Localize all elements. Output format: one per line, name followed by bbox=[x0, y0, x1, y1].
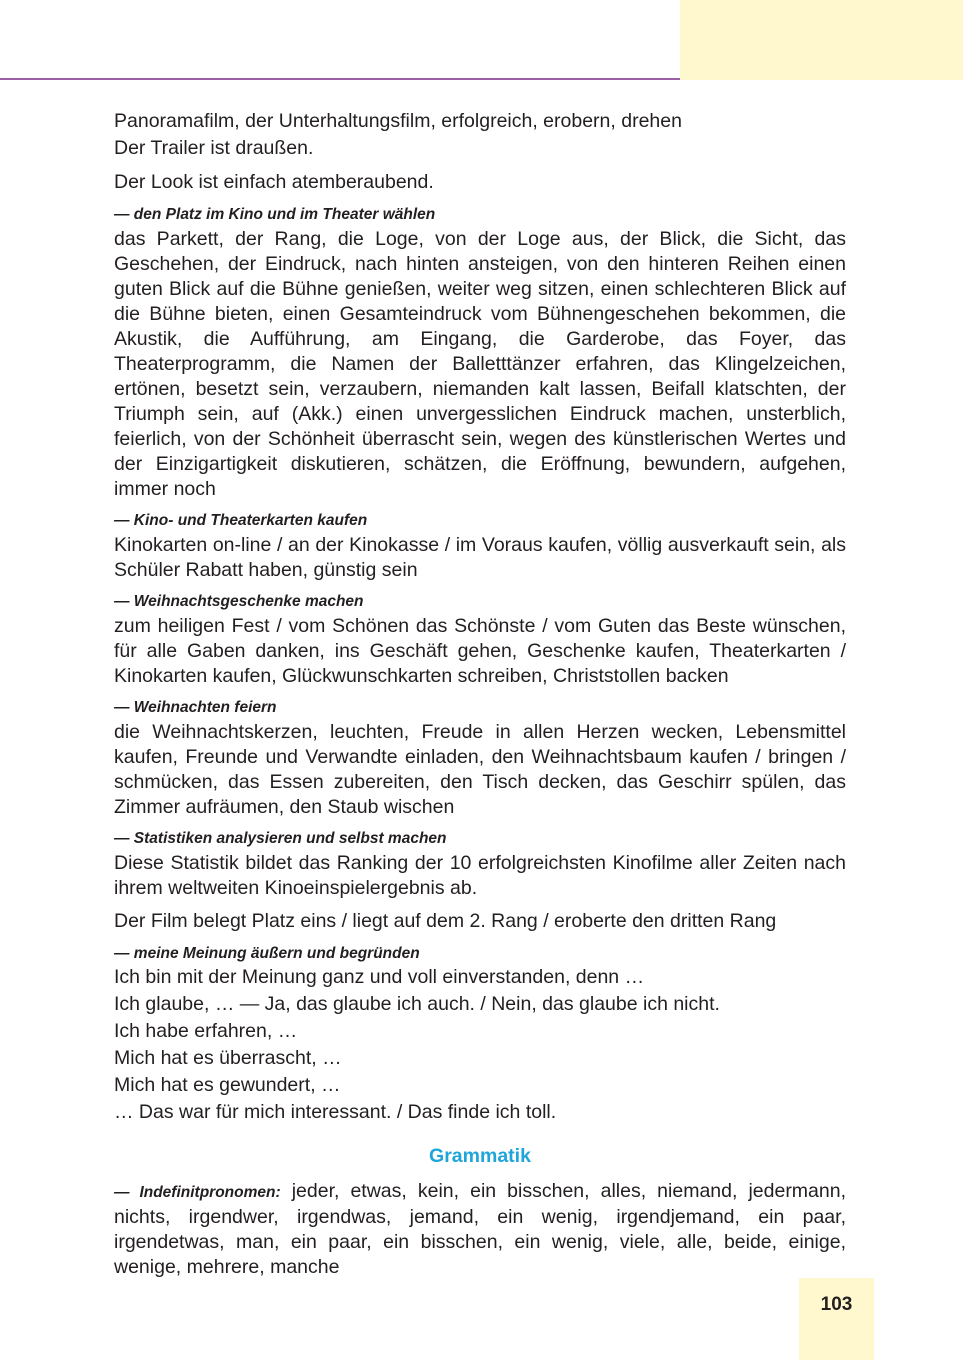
section-text: Diese Statistik bildet das Ranking der 10 erfolgreichsten Kinofilme aller Zeiten nach ihrem weltweiten Kinoeinspielergebnis ab. bbox=[114, 852, 846, 899]
page-number: 103 bbox=[820, 1294, 853, 1315]
grammar-lead: — Indefinitpronomen: bbox=[114, 1184, 281, 1201]
phrase-line: Ich glaube, … — Ja, das glaube ich auch. / Nein, das glaube ich nicht. bbox=[114, 993, 720, 1015]
section-text: Der Film belegt Platz eins / liegt auf dem 2. Rang / eroberte den dritten Rang bbox=[114, 910, 777, 932]
header-rule bbox=[0, 78, 680, 80]
phrase-line: Ich habe erfahren, … bbox=[114, 1020, 298, 1042]
phrase-line: Ich bin mit der Meinung ganz und voll einverstanden, denn … bbox=[114, 966, 645, 988]
grammar-text bbox=[114, 1179, 846, 1280]
section-text: zum heiligen Fest / vom Schönen das Schönste / vom Guten das Beste wünschen, für alle Gaben danken, ins Geschäft gehen, Geschenke kaufen, Theaterkarten / Kinokarten kaufen, Glückwunschkarten schreiben, Christstollen backen bbox=[114, 615, 846, 687]
grammar-list: jeder, etwas, kein, ein bisschen, alles, niemand, jedermann, nichts, irgendwer, irgendwas, jemand, ein wenig, irgendjemand, ein paar, irgendetwas, man, ein paar, ein bisschen, ein wenig, viele, alle, beide, einige, wenige, mehrere, manche bbox=[114, 1180, 847, 1278]
section-heading: — Kino- und Theaterkarten kaufen bbox=[114, 512, 368, 529]
vocab-line: Der Look ist einfach atemberaubend. bbox=[114, 171, 434, 193]
page-content bbox=[114, 108, 846, 1280]
section-text: die Weihnachtskerzen, leuchten, Freude in allen Herzen wecken, Lebensmittel kaufen, Freunde und Verwandte einladen, den Weihnachtsbaum kaufen / bringen / schmücken, das Essen zubereiten, den Tisch decken, das Geschirr spülen, das Zimmer aufräumen, den Staub wischen bbox=[114, 721, 846, 818]
section-heading: — Statistiken analysieren und selbst machen bbox=[114, 830, 447, 847]
section-text: das Parkett, der Rang, die Loge, von der Loge aus, der Blick, die Sicht, das Geschehen, der Eindruck, nach hinten ansteigen, von den hinteren Reihen einen guten Blick auf die Bühne genießen, weiter weg sitzen, einen schlechteren Blick auf die Bühne bieten, einen Gesamteindruck vom Bühnengeschehen bekommen, die Akustik, die Aufführung, am Eingang, die Garderobe, das Foyer, das Theaterprogramm, die Namen der Balletttänzer erfahren, das Klingelzeichen, ertönen, besetzt sein, verzaubern, niemanden kalt lassen, Beifall klatschten, der Triumph sein, auf (Akk.) einen unvergesslichen Eindruck machen, unsterblich, feierlich, von der Schönheit überrascht sein, wegen des künstlerischen Wertes und der Einzigartigkeit diskutieren, schätzen, die Eröffnung, bewundern, aufgehen, immer noch bbox=[114, 228, 846, 500]
grammar-title: Grammatik bbox=[429, 1145, 531, 1167]
section-heading: — Weihnachten feiern bbox=[114, 699, 277, 716]
section-text: Kinokarten on-line / an der Kinokasse / im Voraus kaufen, völlig ausverkauft sein, als Schüler Rabatt haben, günstig sein bbox=[114, 534, 846, 581]
section-heading: — den Platz im Kino und im Theater wählen bbox=[114, 206, 436, 223]
phrase-line: Mich hat es gewundert, … bbox=[114, 1074, 341, 1096]
phrase-line: Mich hat es überrascht, … bbox=[114, 1047, 342, 1069]
header-corner-block bbox=[680, 0, 963, 80]
section-heading: — meine Meinung äußern und begründen bbox=[114, 945, 420, 962]
vocab-line: Panoramafilm, der Unterhaltungsfilm, erfolgreich, erobern, drehen bbox=[114, 110, 682, 132]
phrase-line: … Das war für mich interessant. / Das finde ich toll. bbox=[114, 1101, 557, 1123]
section-heading: — Weihnachtsgeschenke machen bbox=[114, 593, 364, 610]
vocab-line: Der Trailer ist draußen. bbox=[114, 137, 314, 159]
page-number-box bbox=[799, 1278, 874, 1360]
